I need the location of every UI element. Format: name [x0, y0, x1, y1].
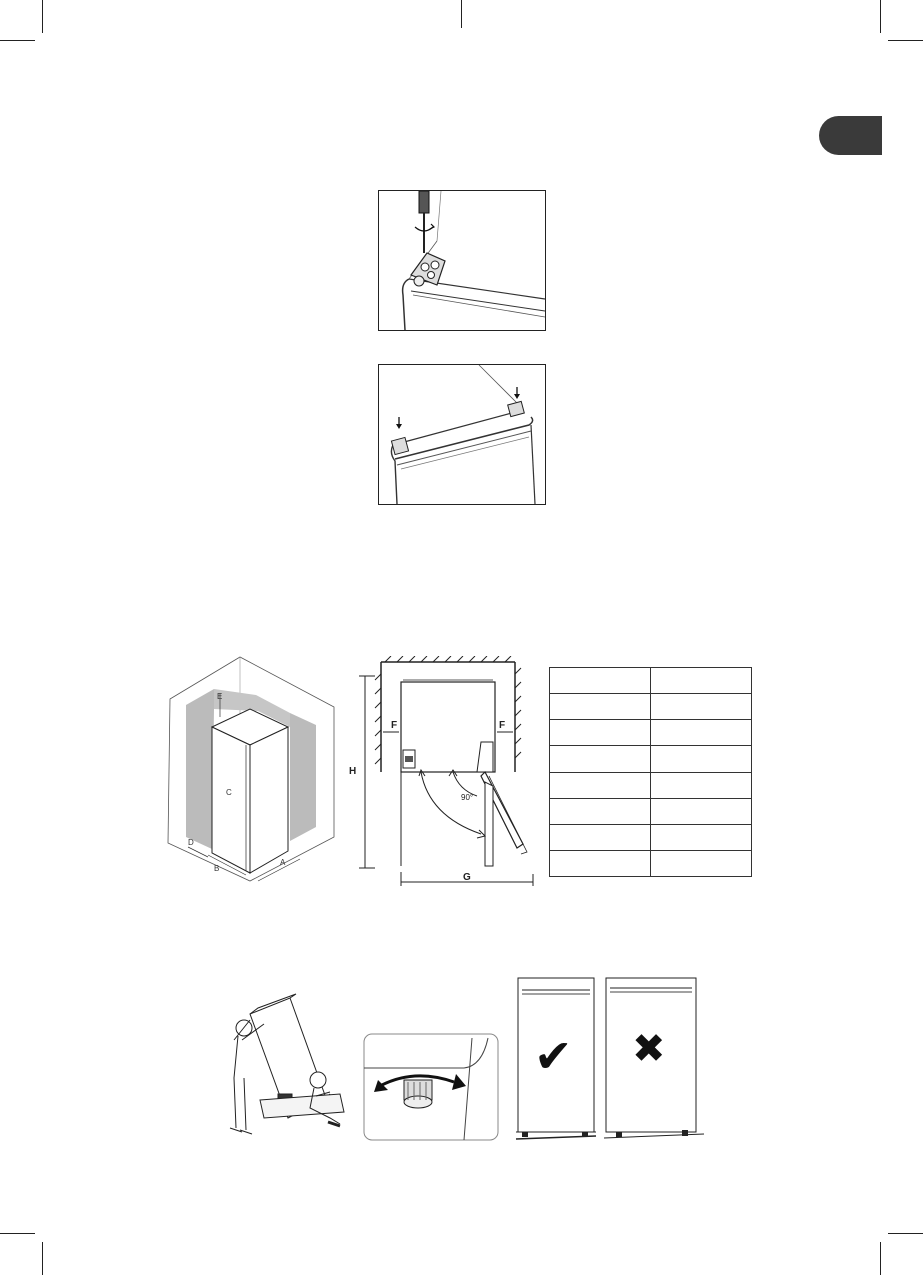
leveling-figure [220, 968, 720, 1153]
table-row [550, 850, 752, 876]
hinge-cover-illustration [379, 365, 545, 504]
table-cell [550, 720, 651, 746]
label-a: A [280, 858, 286, 867]
crop-mark [42, 1242, 43, 1275]
table-cell [651, 668, 752, 694]
crop-mark [880, 1242, 881, 1275]
level-wrong-icon [604, 978, 704, 1138]
crop-mark [42, 0, 43, 33]
foot-adjust-icon [364, 1034, 498, 1140]
table-row [550, 824, 752, 850]
crop-mark [0, 40, 35, 41]
table-row [550, 772, 752, 798]
clearance-figure [160, 655, 348, 887]
hinge-removal-figure [378, 190, 546, 331]
down-arrow-icon [396, 417, 402, 429]
table-cell [550, 798, 651, 824]
hinge-plate-icon [411, 253, 445, 286]
table-cell [651, 746, 752, 772]
label-g: G [463, 872, 471, 883]
table-cell [651, 850, 752, 876]
ok-mark: ✔ [534, 1030, 573, 1082]
door-swing-figure [345, 656, 545, 888]
screwdriver-icon [419, 191, 429, 253]
label-c: C [226, 788, 232, 797]
label-f-left: F [391, 720, 398, 731]
table-cell [651, 798, 752, 824]
crop-mark [888, 40, 923, 41]
hinge-removal-illustration [379, 191, 545, 330]
table-cell [550, 746, 651, 772]
table-cell [651, 772, 752, 798]
language-tab [819, 116, 882, 155]
table-cell [651, 694, 752, 720]
table-cell [550, 772, 651, 798]
angle-label: 90° [461, 793, 474, 802]
crop-mark [880, 0, 881, 33]
table-row [550, 694, 752, 720]
table-cell [651, 720, 752, 746]
down-arrow-icon [514, 387, 520, 399]
label-h: H [349, 766, 357, 777]
people-tilting-icon [230, 994, 344, 1134]
table-cell [550, 850, 651, 876]
level-ok-icon [516, 978, 596, 1139]
label-f-right: F [499, 720, 506, 731]
label-e: E [217, 692, 223, 701]
label-d: D [188, 838, 194, 847]
dimension-table [549, 667, 752, 877]
table-cell [550, 824, 651, 850]
crop-mark [0, 1233, 35, 1234]
wrong-mark: ✖ [632, 1027, 666, 1071]
table-row [550, 668, 752, 694]
crop-mark [888, 1233, 923, 1234]
table-row [550, 798, 752, 824]
hinge-cover-figure [378, 364, 546, 505]
table-row [550, 720, 752, 746]
label-b: B [214, 864, 220, 873]
crop-mark [461, 0, 462, 28]
table-cell [550, 694, 651, 720]
table-row [550, 746, 752, 772]
table-cell [550, 668, 651, 694]
table-cell [651, 824, 752, 850]
